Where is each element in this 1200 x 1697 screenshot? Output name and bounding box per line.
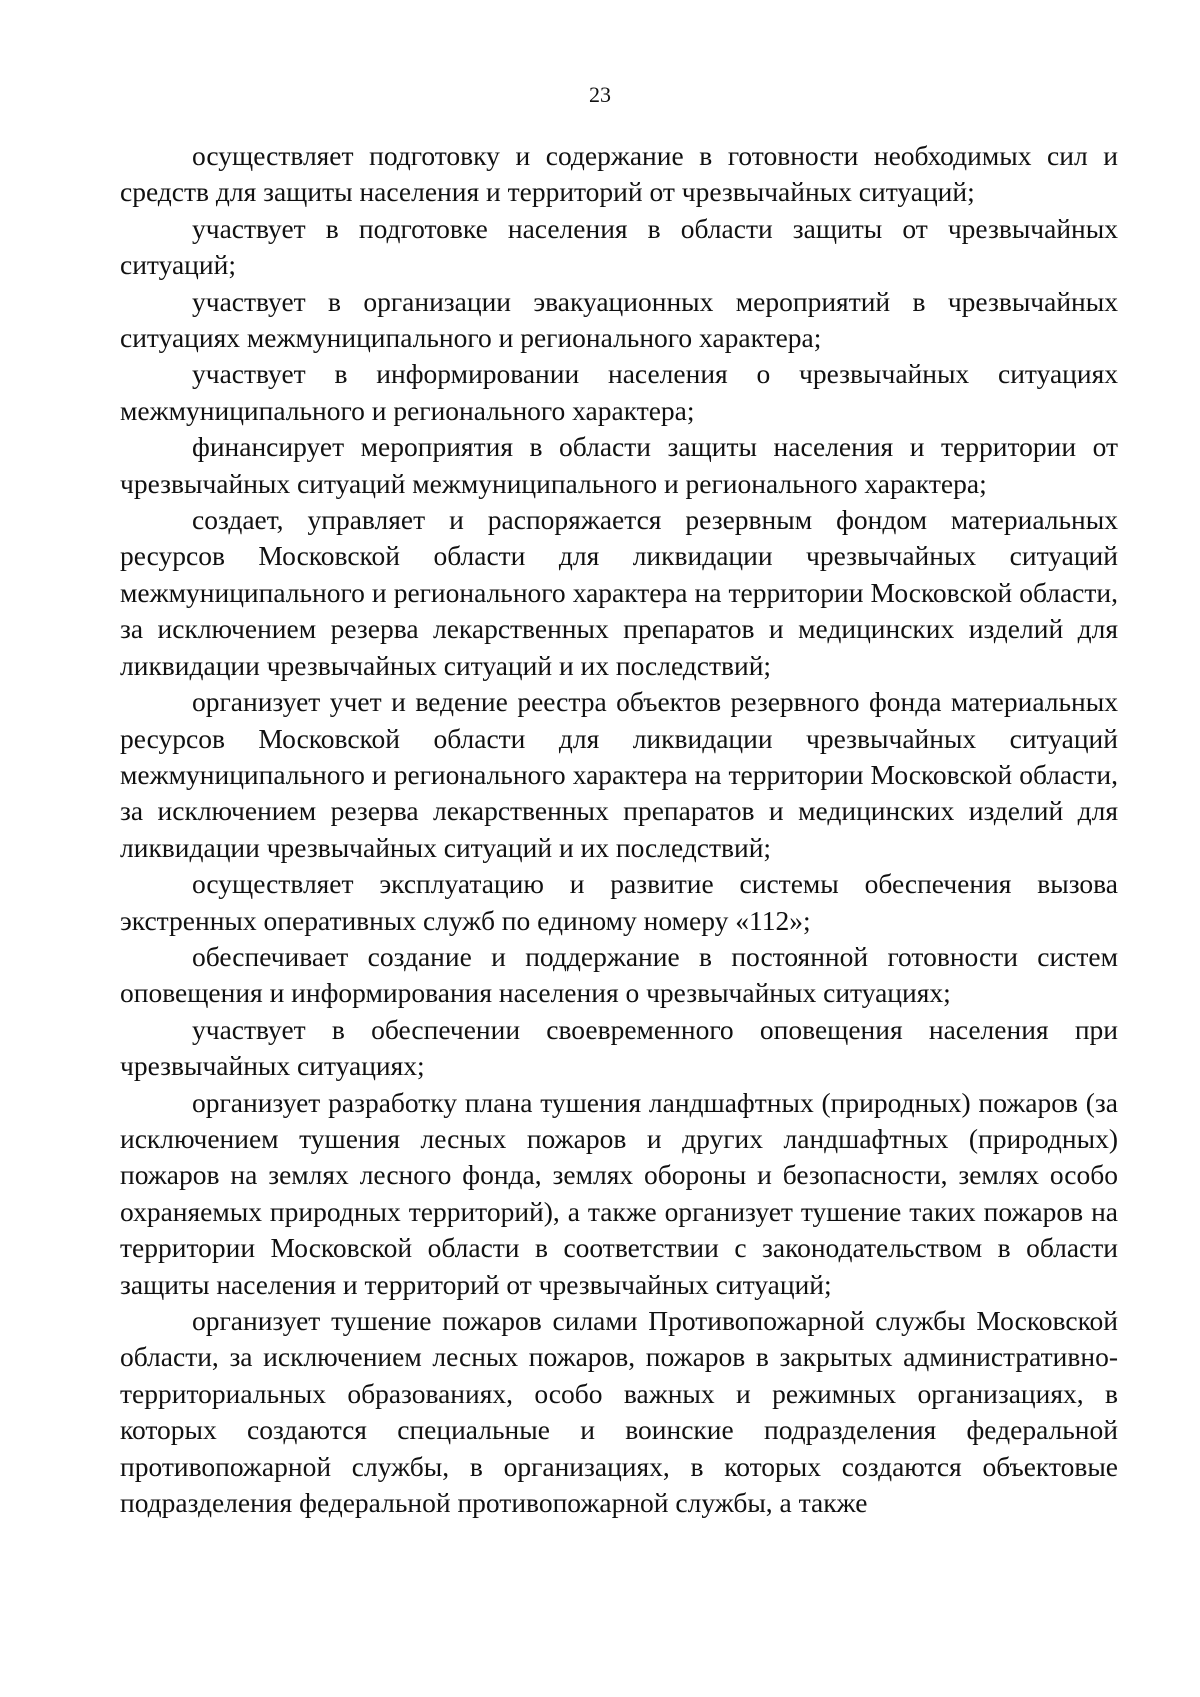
paragraph: осуществляет эксплуатацию и развитие системы обеспечения вызова экстренных оперативных служб по единому номеру «112»; [120, 868, 1118, 936]
paragraph: обеспечивает создание и поддержание в постоянной готовности систем оповещения и информирования населения о чрезвычайных ситуациях; [120, 940, 1118, 1009]
document-body [120, 138, 1118, 1521]
paragraph: создает, управляет и распоряжается резервным фондом материальных ресурсов Московской области для ликвидации чрезвычайных ситуаций межмуниципального и регионального характера на территории Московской области, за исключением резерва лекарственных препаратов и медицинских изделий для ликвидации чрезвычайных ситуаций и их последствий; [120, 504, 1118, 681]
paragraph: организует учет и ведение реестра объектов резервного фонда материальных ресурсов Московской области для ликвидации чрезвычайных ситуаций межмуниципального и регионального характера на территории Московской области, за исключением резерва лекарственных препаратов и медицинских изделий для ликвидации чрезвычайных ситуаций и их последствий; [120, 686, 1118, 863]
paragraph: участвует в обеспечении своевременного оповещения населения при чрезвычайных ситуациях; [120, 1013, 1118, 1082]
page-number: 23 [589, 82, 611, 107]
paragraph: участвует в подготовке населения в области защиты от чрезвычайных ситуаций; [120, 212, 1118, 281]
paragraph: организует разработку плана тушения ландшафтных (природных) пожаров (за исключением тушения лесных пожаров и других ландшафтных (природных) пожаров на землях лесного фонда, землях обороны и безопасности, землях особо охраняемых природных территорий), а также организует тушение таких пожаров на территории Московской области в соответствии с законодательством в области защиты населения и территорий от чрезвычайных ситуаций; [120, 1086, 1118, 1300]
paragraph: финансирует мероприятия в области защиты населения и территории от чрезвычайных ситуаций межмуниципального и регионального характера; [120, 431, 1118, 499]
paragraph: участвует в информировании населения о чрезвычайных ситуациях межмуниципального и регионального характера; [120, 358, 1118, 426]
paragraph: осуществляет подготовку и содержание в готовности необходимых сил и средств для защиты населения и территорий от чрезвычайных ситуаций; [120, 140, 1118, 208]
paragraph: организует тушение пожаров силами Противопожарной службы Московской области, за исключением лесных пожаров, пожаров в закрытых административно-территориальных образованиях, особо важных и режимных организациях, в которых создаются специальные и воинские подразделения федеральной противопожарной службы, в организациях, в которых создаются объектовые подразделения федеральной противопожарной службы, а также [120, 1305, 1118, 1519]
paragraph: участвует в организации эвакуационных мероприятий в чрезвычайных ситуациях межмуниципального и регионального характера; [120, 285, 1118, 354]
